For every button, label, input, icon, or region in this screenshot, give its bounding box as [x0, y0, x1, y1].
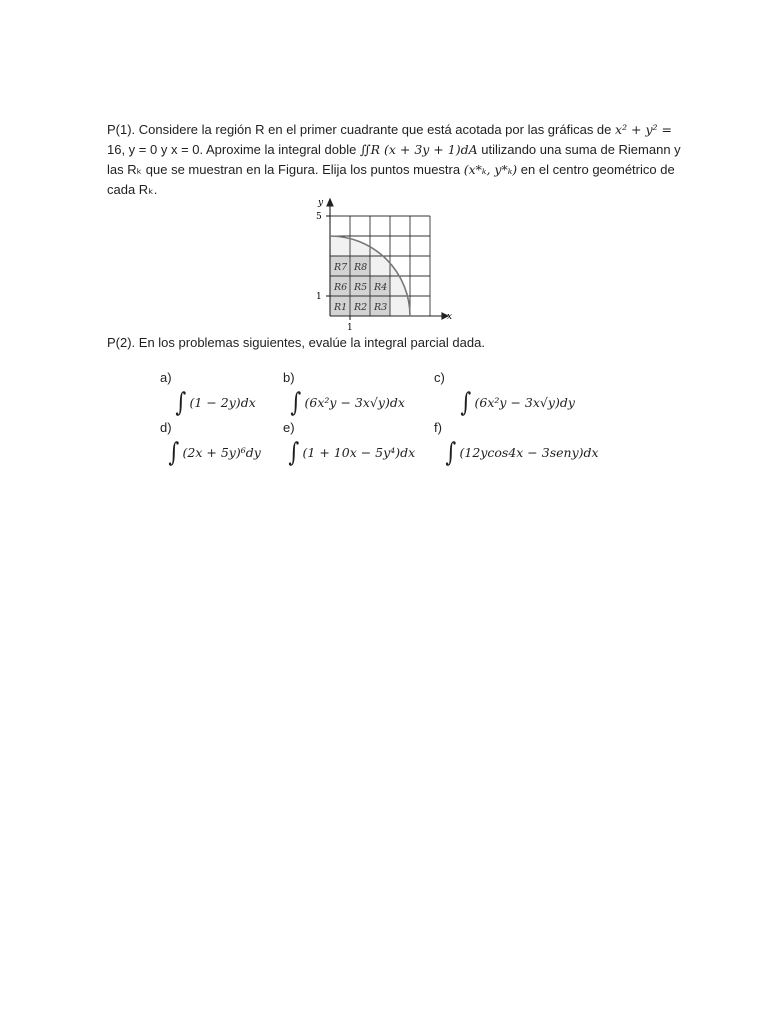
region-label-r3: R3: [374, 302, 388, 313]
region-label-r2: R2: [354, 302, 368, 313]
integral-sign: ∫: [288, 438, 300, 468]
y-tick-1: 1: [316, 292, 322, 302]
circle-equation: x² + y² =: [615, 122, 673, 137]
region-label-r6: R6: [334, 282, 348, 293]
problem-2-paragraph: P(2). En los problemas siguientes, evalúe la integral parcial dada.: [107, 335, 485, 350]
x-axis-label: x: [447, 312, 453, 322]
problem-label-c: c): [434, 370, 445, 385]
region-label-r4: R4: [374, 282, 388, 293]
problem-label-a: a): [160, 370, 172, 385]
integral-sign: ∫: [445, 438, 457, 468]
problem-expr-f: ∫ (12ycos4x − 3seny)dx: [445, 438, 599, 468]
integral-sign: ∫: [460, 388, 472, 418]
problem-1-line-2: 16, y = 0 y x = 0. Aproxime la integral doble ∬R (x + 3y + 1)dA utilizando una suma de Riemann y: [107, 142, 681, 157]
problem-1-line-1: P(1). Considere la región R en el primer cuadrante que está acotada por las gráficas de x² + y² =: [107, 122, 673, 137]
y-tick-5: 5: [316, 212, 322, 222]
region-label-r8: R8: [354, 262, 368, 273]
region-label-r7: R7: [334, 262, 348, 273]
problem-label-b: b): [283, 370, 295, 385]
problem-label-e: e): [283, 420, 295, 435]
problem-expr-d: ∫ (2x + 5y)⁶dy: [168, 438, 261, 468]
integral-sign: ∫: [168, 438, 180, 468]
problem-label-d: d): [160, 420, 172, 435]
problem-1-line-4: cada Rₖ.: [107, 182, 158, 197]
problem-1-line-3: las Rₖ que se muestran en la Figura. Elija los puntos muestra (x*ₖ, y*ₖ) en el centro geométrico de: [107, 162, 675, 177]
integral-sign: ∫: [175, 388, 187, 418]
riemann-region-figure: [308, 196, 458, 336]
x-tick-1: 1: [347, 323, 353, 333]
problem-expr-b: ∫ (6x²y − 3x√y)dx: [290, 388, 405, 418]
sample-point-expression: (x*ₖ, y*ₖ): [463, 162, 518, 177]
region-grid-svg: [308, 196, 458, 336]
integral-sign: ∫: [290, 388, 302, 418]
problem-expr-a: ∫ (1 − 2y)dx: [175, 388, 256, 418]
double-integral-expression: ∬R (x + 3y + 1)dA: [359, 142, 478, 157]
region-label-r1: R1: [334, 302, 348, 313]
problem-1-paragraph: [107, 120, 681, 200]
y-axis-label: y: [318, 198, 324, 208]
problem-expr-e: ∫ (1 + 10x − 5y⁴)dx: [288, 438, 416, 468]
problem-expr-c: ∫ (6x²y − 3x√y)dy: [460, 388, 575, 418]
problem-label-f: f): [434, 420, 442, 435]
region-label-r5: R5: [354, 282, 368, 293]
